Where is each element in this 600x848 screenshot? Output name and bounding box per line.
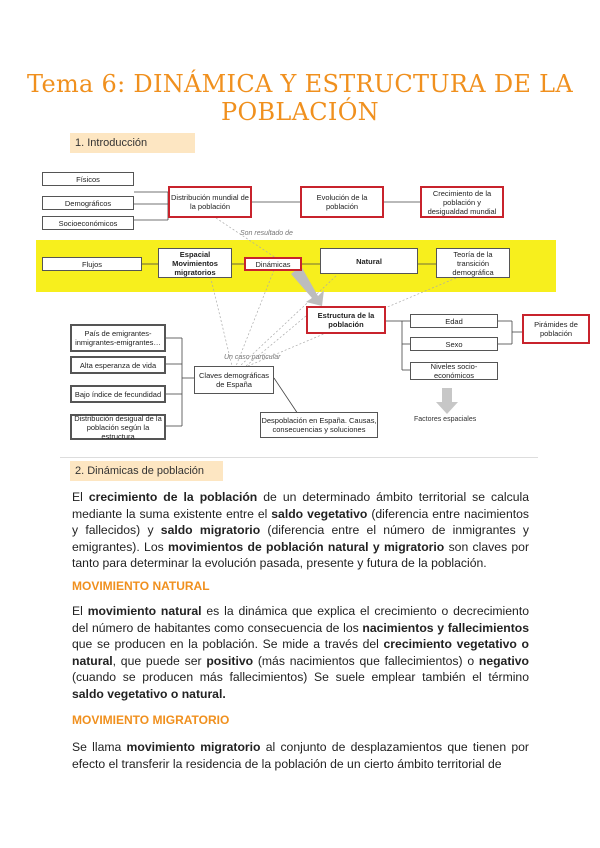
- distribucion-box: Distribución mundial de la población: [168, 186, 252, 218]
- estructura-box: Estructura de la población: [306, 306, 386, 334]
- crecimiento-box: Crecimiento de la población y desigualdad mundial: [420, 186, 504, 218]
- section-heading-dinamicas: 2. Dinámicas de población: [70, 461, 223, 481]
- paragraph-movimiento-migratorio: Se llama movimiento migratorio al conjunto de desplazamientos que tienen por efecto el transferir la residencia de la población de un cierto ámbito territorial de: [72, 740, 529, 771]
- flujos-box: Flujos: [42, 257, 142, 271]
- factor-socioeconomicos: Socioeconómicos: [42, 216, 134, 230]
- label-son-resultado: Son resultado de: [240, 230, 293, 237]
- divider: [60, 457, 538, 458]
- evolucion-box: Evolución de la población: [300, 186, 384, 218]
- factor-demograficos: Demográficos: [42, 196, 134, 210]
- dinamicas-box: Dinámicas: [244, 257, 302, 271]
- left-box-distribucion: Distribución desigual de la población según la estructura: [70, 414, 166, 440]
- left-box-fecundidad: Bajo índice de fecundidad: [70, 385, 166, 403]
- heading-movimiento-migratorio: MOVIMIENTO MIGRATORIO: [72, 713, 230, 727]
- label-un-caso: Un caso particular: [224, 354, 281, 361]
- edad-box: Edad: [410, 314, 498, 328]
- espacial-box: Espacial Movimientos migratorios: [158, 248, 232, 278]
- natural-box: Natural: [320, 248, 418, 274]
- concept-map: [36, 166, 578, 448]
- niveles-box: Niveles socio-económicos: [410, 362, 498, 380]
- sexo-box: Sexo: [410, 337, 498, 351]
- heading-movimiento-natural: MOVIMIENTO NATURAL: [72, 579, 210, 593]
- left-box-emigrantes: País de emigrantes-inmigrantes-emigrantes…: [70, 324, 166, 352]
- teoria-box: Teoría de la transición demográfica: [436, 248, 510, 278]
- despoblacion-box: Despoblación en España. Causas, consecuencias y soluciones: [260, 412, 378, 438]
- paragraph-movimiento-natural: El movimiento natural es la dinámica que explica el crecimiento o decrecimiento del número de habitantes como consecuencia de los nacimientos y fallecimientos que se producen en la población. Se mide a través del crecimiento vegetativo o natural, que puede ser positivo (más nacimientos que fallecimientos) o negativo (cuando se producen más fallecimientos) Se suele emplear también el término saldo vegetativo o natural.: [72, 604, 530, 701]
- factor-fisicos: Físicos: [42, 172, 134, 186]
- label-factores-espaciales: Factores espaciales: [414, 416, 477, 423]
- claves-box: Claves demográficas de España: [194, 366, 274, 394]
- left-box-esperanza: Alta esperanza de vida: [70, 356, 166, 374]
- paragraph-crecimiento: El crecimiento de la población de un determinado ámbito territorial se calcula mediante la suma existente entre el saldo vegetativo (diferencia entre nacimientos y fallecidos) y saldo migratorio (diferencia entre el número de inmigrantes y emigrantes). Los movimientos de población natural y migratorio son claves por tanto para determinar la evolución pasada, presente y futura de la población.: [72, 490, 530, 571]
- page-title: Tema 6: DINÁMICA Y ESTRUCTURA DE LA POBLACIÓN: [27, 70, 573, 126]
- section-heading-introduccion: 1. Introducción: [70, 133, 195, 153]
- piramides-box: Pirámides de población: [522, 314, 590, 344]
